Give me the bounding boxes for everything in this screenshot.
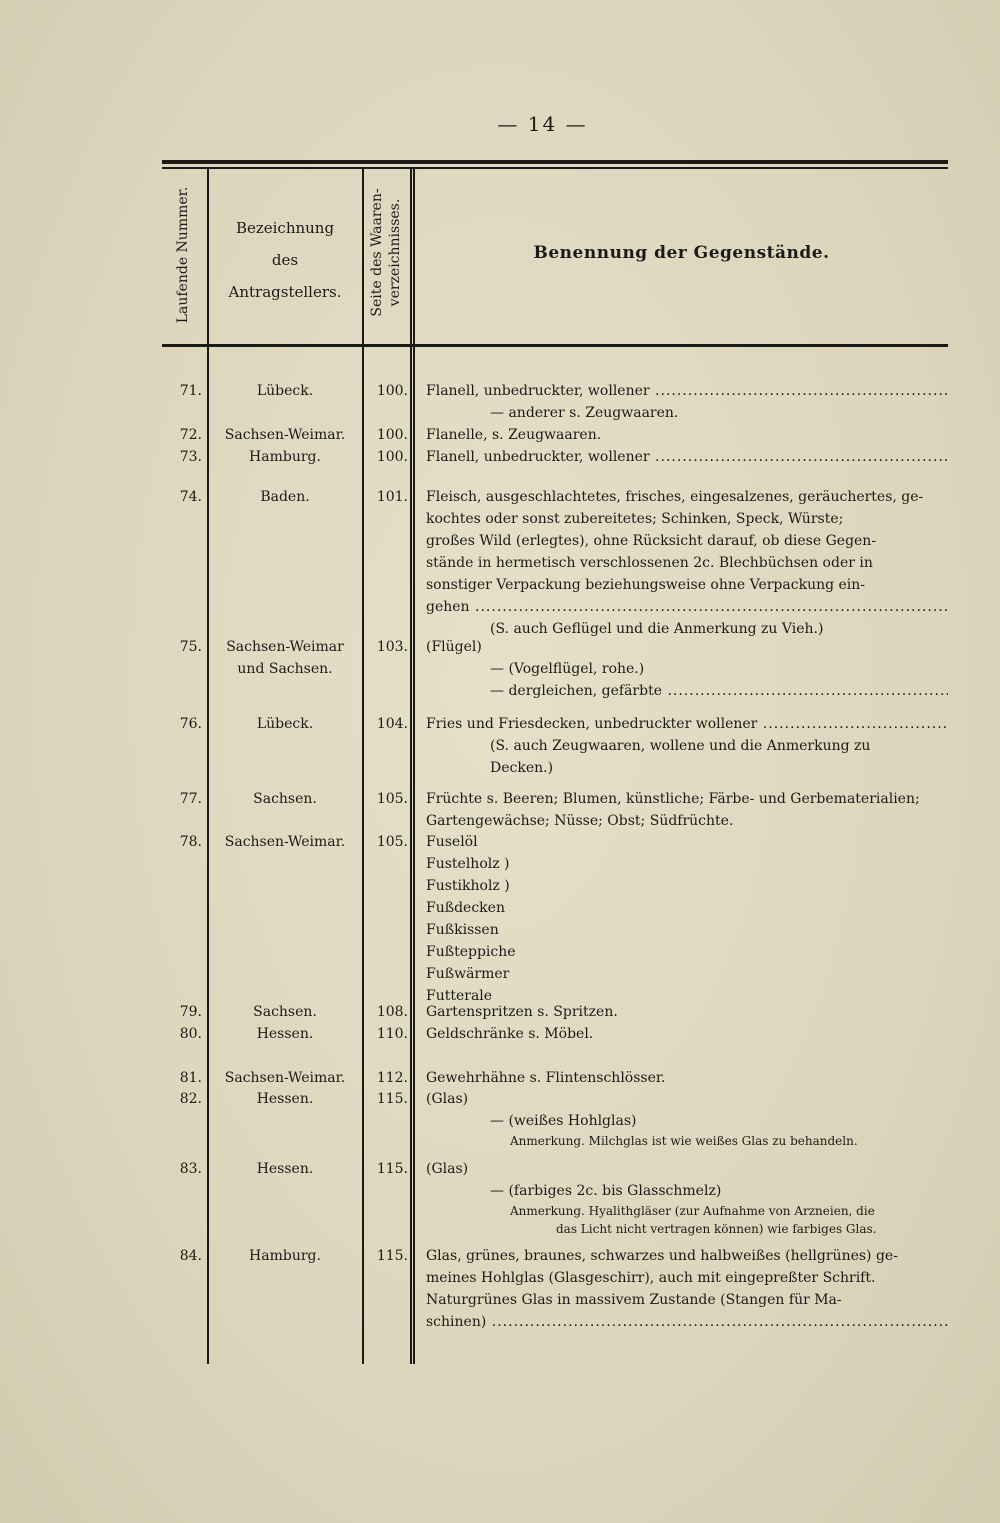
row-number: 81. (179, 1070, 202, 1086)
column-divider (410, 169, 412, 1364)
row-antragsteller: Lübeck. (256, 383, 314, 399)
row-seite: 104. (376, 716, 408, 732)
row-sub-entry: — dergleichen, gefärbte ..... (490, 680, 948, 702)
row-benennung: Flanelle, s. Zeugwaaren. (426, 427, 602, 443)
row-seite: 100. (376, 449, 408, 465)
header-laufende-nummer: Laufende Nummer. (175, 186, 191, 324)
row-benennung-line: meines Hohlglas (Glasgeschirr), auch mit eingepreßter Schrift. (426, 1270, 876, 1286)
row-number: 76. (179, 716, 202, 732)
header-bezeichnung-line: Bezeichnung (235, 219, 335, 237)
row-benennung-line: kochtes oder sonst zubereitetes; Schinken, Speck, Würste; (426, 511, 844, 527)
row-benennung-line: stände in hermetisch verschlossenen 2c. Blechbüchsen oder in (426, 555, 873, 571)
row-benennung-line: Fleisch, ausgeschlachtetes, frisches, eingesalzenes, geräuchertes, ge- (426, 489, 924, 505)
row-anmerkung: das Licht nicht vertragen können) wie farbiges Glas. (556, 1222, 877, 1236)
row-number: 71. (179, 383, 202, 399)
row-antragsteller: Hessen. (256, 1026, 314, 1042)
row-number: 75. (179, 639, 202, 655)
row-sub-entry: — (Vogelflügel, rohe.) (490, 661, 645, 677)
row-seite: 112. (376, 1070, 408, 1086)
row-benennung: (Glas) (426, 1091, 469, 1107)
row-sub-entry: — (farbiges 2c. bis Glasschmelz) (490, 1183, 722, 1199)
row-antragsteller: Hamburg. (249, 449, 321, 465)
row-benennung: Gewehrhähne s. Flintenschlösser. (426, 1070, 666, 1086)
row-benennung-line: Fußdecken (426, 900, 505, 916)
top-rule-thin (162, 167, 948, 169)
row-seite: 100. (376, 383, 408, 399)
row-antragsteller: Hessen. (256, 1161, 314, 1177)
row-benennung-line: schinen) ..... (426, 1311, 948, 1333)
row-benennung-line: gehen ..... (426, 596, 948, 618)
row-seite: 115. (376, 1161, 408, 1177)
row-benennung: Flanell, unbedruckter, wollener ..... (426, 380, 948, 402)
row-benennung-line: Fustikholz ) (426, 878, 510, 894)
row-sub-entry: — anderer s. Zeugwaaren. (490, 405, 679, 421)
row-antragsteller: Sachsen-Weimar. (224, 1070, 346, 1086)
row-benennung-line: Fußteppiche (426, 944, 516, 960)
row-benennung-line: sonstiger Verpackung beziehungsweise ohne Verpackung ein- (426, 577, 866, 593)
row-sub-entry: — (weißes Hohlglas) (490, 1113, 637, 1129)
top-rule (162, 160, 948, 164)
row-number: 73. (179, 449, 202, 465)
header-benennung: Benennung der Gegenstände. (533, 243, 830, 263)
row-benennung-line: Futterale (426, 988, 493, 1004)
row-benennung-line: Gartengewächse; Nüsse; Obst; Südfrüchte. (426, 813, 734, 829)
row-antragsteller: Hamburg. (249, 1248, 321, 1264)
header-bezeichnung (210, 212, 360, 308)
row-number: 84. (179, 1248, 202, 1264)
row-antragsteller: Hessen. (256, 1091, 314, 1107)
row-number: 72. (179, 427, 202, 443)
row-benennung-line: Fuselöl (426, 834, 478, 850)
row-antragsteller: Lübeck. (256, 716, 314, 732)
row-number: 83. (179, 1161, 202, 1177)
header-bezeichnung-line: des (271, 251, 299, 269)
row-seite: 103. (376, 639, 408, 655)
row-number: 74. (179, 489, 202, 505)
row-seite: 108. (376, 1004, 408, 1020)
row-benennung-line: Naturgrünes Glas in massivem Zustande (Stangen für Ma- (426, 1292, 842, 1308)
row-seite: 115. (376, 1091, 408, 1107)
column-divider (413, 169, 415, 1364)
row-benennung: Gartenspritzen s. Spritzen. (426, 1004, 618, 1020)
row-benennung: Flanell, unbedruckter, wollener ..... (426, 446, 948, 468)
row-benennung-line: Früchte s. Beeren; Blumen, künstliche; Färbe- und Gerbematerialien; (426, 791, 920, 807)
row-benennung: Geldschränke s. Möbel. (426, 1026, 594, 1042)
row-benennung: Fries und Friesdecken, unbedruckter wollener ..... (426, 713, 948, 735)
row-antragsteller: Sachsen-Weimar (226, 639, 344, 655)
row-antragsteller: Baden. (260, 489, 310, 505)
row-seite: 105. (376, 834, 408, 850)
header-seite (368, 170, 404, 335)
row-benennung-line: Glas, grünes, braunes, schwarzes und halbweißes (hellgrünes) ge- (426, 1248, 898, 1264)
row-number: 78. (179, 834, 202, 850)
row-sub-entry: Decken.) (490, 760, 554, 776)
row-seite: 105. (376, 791, 408, 807)
row-anmerkung: Anmerkung. Hyalithgläser (zur Aufnahme von Arzneien, die (510, 1204, 875, 1218)
row-benennung-line: Fußwärmer (426, 966, 510, 982)
row-benennung: (Flügel) (426, 639, 482, 655)
row-benennung-line: Fustelholz ) (426, 856, 510, 872)
row-seite: 101. (376, 489, 408, 505)
row-antragsteller: und Sachsen. (237, 661, 333, 677)
row-number: 80. (179, 1026, 202, 1042)
row-number: 79. (179, 1004, 202, 1020)
row-anmerkung: Anmerkung. Milchglas ist wie weißes Glas zu behandeln. (510, 1134, 858, 1148)
row-seite: 110. (376, 1026, 408, 1042)
row-antragsteller: Sachsen. (253, 791, 317, 807)
header-bezeichnung-line: Antragstellers. (228, 283, 342, 301)
column-divider (362, 169, 364, 1364)
header-seite-line: verzeichnisses. (387, 198, 403, 307)
row-antragsteller: Sachsen-Weimar. (224, 834, 346, 850)
header-seite-line: Seite des Waaren- (369, 188, 385, 317)
row-seite: 115. (376, 1248, 408, 1264)
row-number: 82. (179, 1091, 202, 1107)
row-sub-entry: (S. auch Zeugwaaren, wollene und die Anmerkung zu (490, 738, 871, 754)
row-benennung-line: großes Wild (erlegtes), ohne Rücksicht darauf, ob diese Gegen- (426, 533, 877, 549)
row-antragsteller: Sachsen-Weimar. (224, 427, 346, 443)
header-rule (162, 344, 948, 347)
row-number: 77. (179, 791, 202, 807)
column-divider (207, 169, 209, 1364)
page-number: — 14 — (497, 112, 588, 136)
row-sub-entry: (S. auch Geflügel und die Anmerkung zu Vieh.) (490, 621, 824, 637)
row-benennung: (Glas) (426, 1161, 469, 1177)
row-seite: 100. (376, 427, 408, 443)
row-antragsteller: Sachsen. (253, 1004, 317, 1020)
row-benennung-line: Fußkissen (426, 922, 499, 938)
